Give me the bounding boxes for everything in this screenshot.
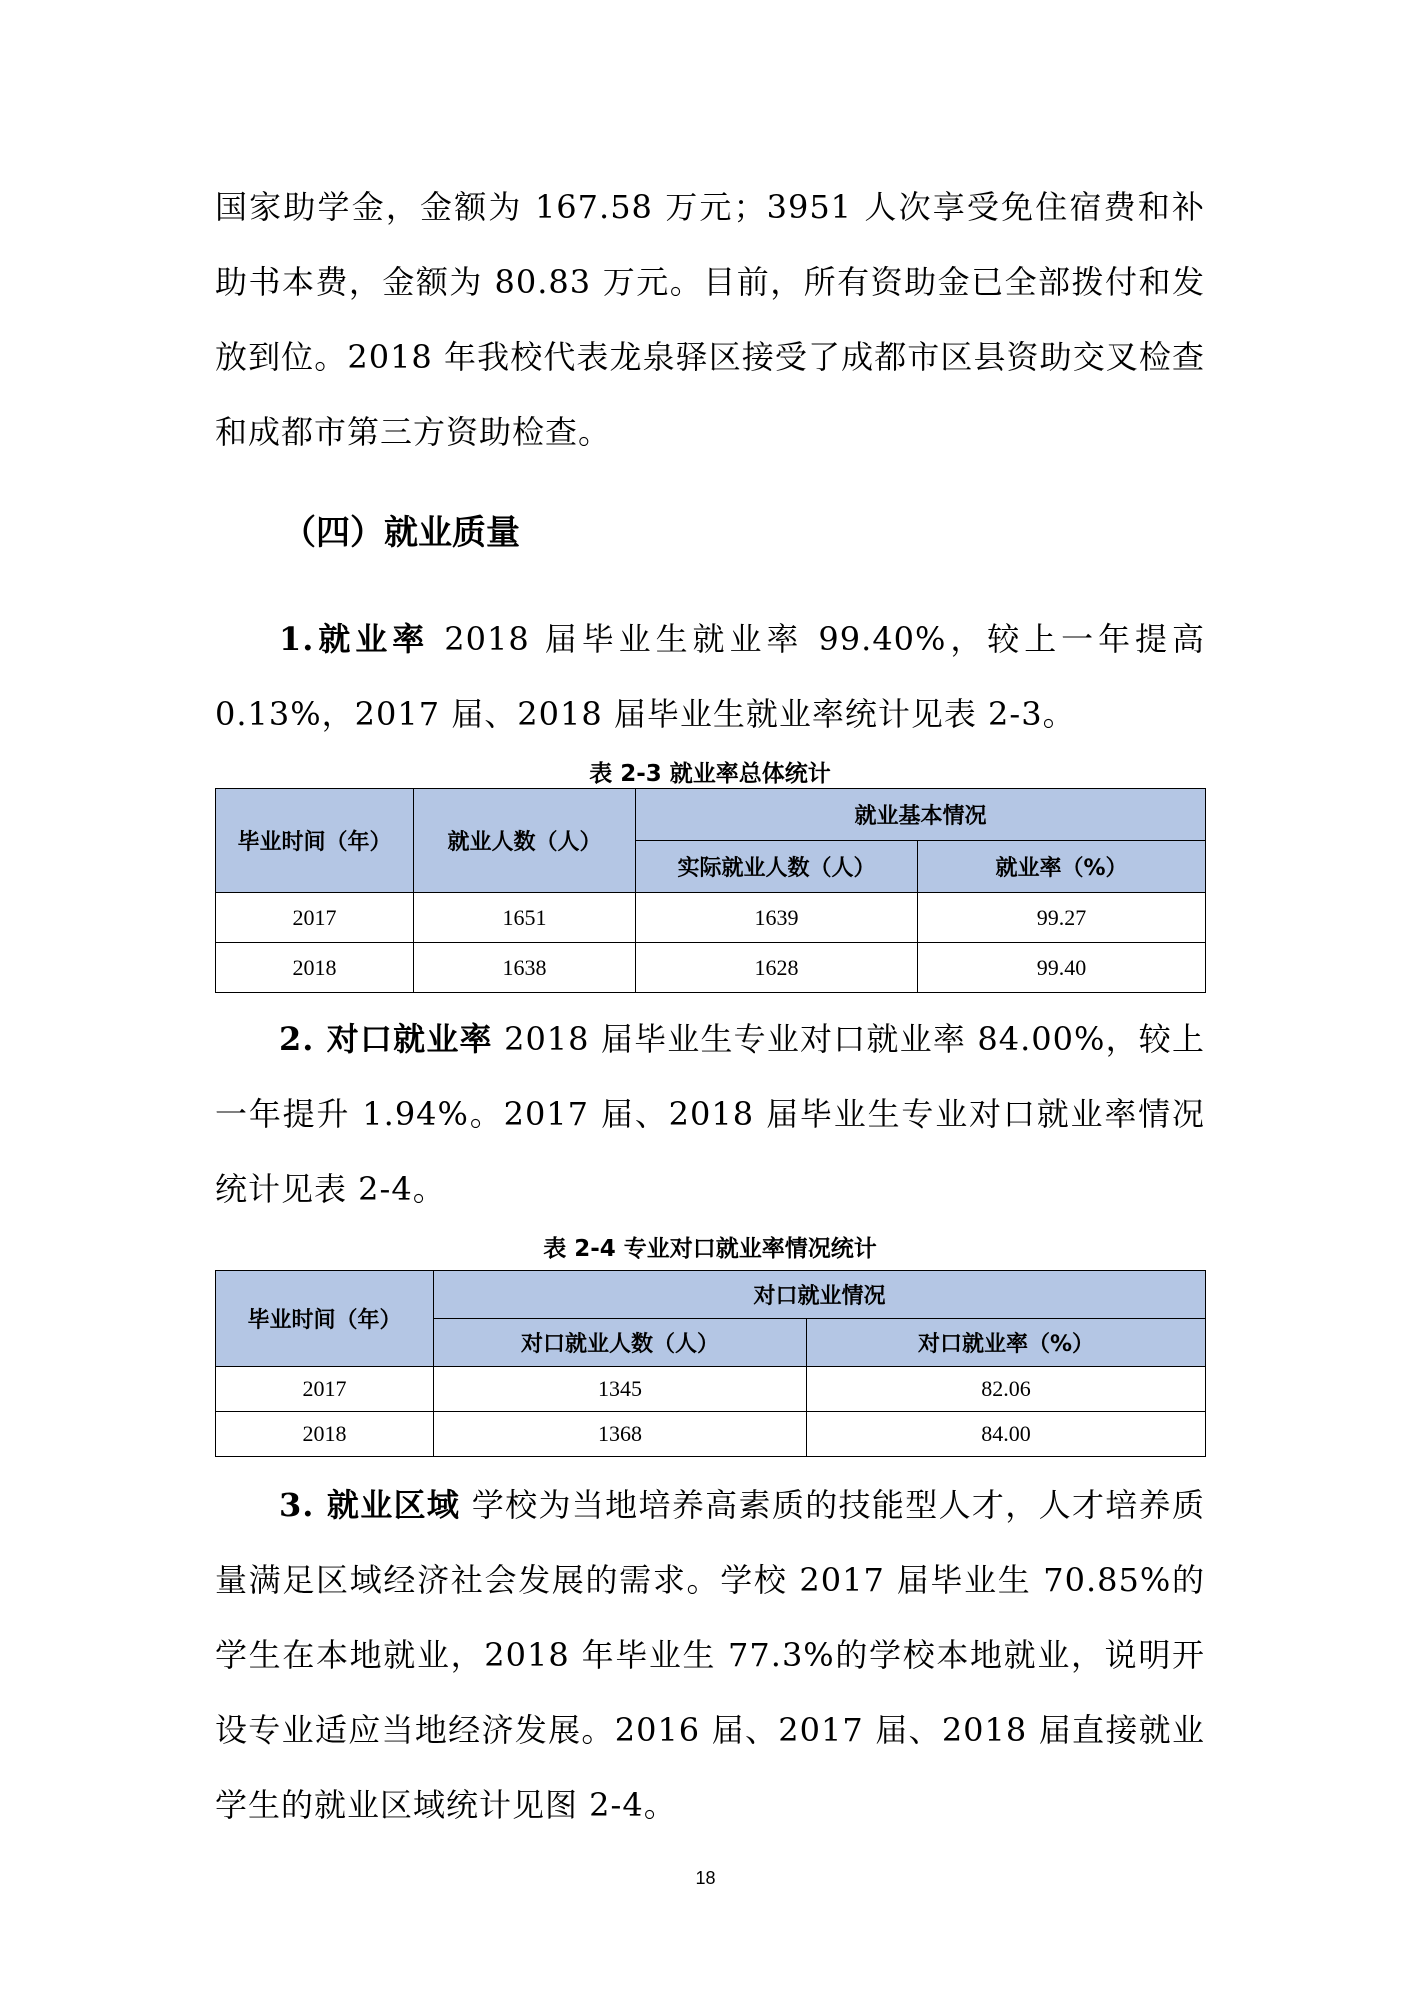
paragraph-employment-region-body: 学校为当地培养高素质的技能型人才，人才培养质量满足区域经济社会发展的需求。学校 2017 届毕业生 70.85%的学生在本地就业，2018 年毕业生 77.3%的学校本地就业，说明开设专业适应当地经济发展。2016 届、2017 届、2018 届直接就业学生的就业区域统计见图 2-4。: [215, 1486, 1205, 1824]
table1-cell-actual: 1628: [636, 943, 918, 993]
table2-header-count: 对口就业人数（人）: [434, 1319, 807, 1367]
table2-cell-count: 1368: [434, 1412, 807, 1457]
table1-header-group: 就业基本情况: [636, 789, 1206, 841]
table2-header-group: 对口就业情况: [434, 1271, 1206, 1319]
table-matched-employment: [215, 1270, 1206, 1457]
table1-header-rate: 就业率（%）: [918, 841, 1206, 893]
table2-cell-count: 1345: [434, 1367, 807, 1412]
table-row: [216, 1412, 1206, 1457]
paragraph-employment-rate-body: 2018 届毕业生就业率 99.40%，较上一年提高 0.13%，2017 届、2018 届毕业生就业率统计见表 2-3。: [215, 620, 1205, 733]
paragraph-employment-region: [215, 1468, 1205, 1843]
table1-cell-actual: 1639: [636, 893, 918, 943]
table2-cell-year: 2018: [216, 1412, 434, 1457]
table-row: [216, 943, 1206, 993]
table1-header-actual: 实际就业人数（人）: [636, 841, 918, 893]
paragraph-employment-rate-title: 1.就业率: [279, 620, 430, 658]
table-row: [216, 1367, 1206, 1412]
table2-caption: 表 2-4 专业对口就业率情况统计: [543, 1236, 877, 1262]
table2-header-year: 毕业时间（年）: [216, 1271, 434, 1367]
table1-cell-rate: 99.40: [918, 943, 1206, 993]
table1-caption: 表 2-3 就业率总体统计: [589, 761, 831, 787]
paragraph-employment-rate: [215, 602, 1205, 752]
table1-cell-count: 1638: [414, 943, 636, 993]
table2-cell-rate: 82.06: [807, 1367, 1206, 1412]
section-heading: （四）就业质量: [282, 513, 520, 553]
paragraph-matched-employment: [215, 1002, 1205, 1227]
table-row: [216, 893, 1206, 943]
paragraph-matched-employment-title: 2. 对口就业率: [279, 1020, 493, 1058]
table2-cell-year: 2017: [216, 1367, 434, 1412]
table-employment-rate: [215, 788, 1206, 993]
paragraph-funding: 国家助学金，金额为 167.58 万元；3951 人次享受免住宿费和补助书本费，金额为 80.83 万元。目前，所有资助金已全部拨付和发放到位。2018 年我校代表龙泉驿区接受了成都市区县资助交叉检查和成都市第三方资助检查。: [215, 188, 1205, 451]
table1-cell-year: 2018: [216, 943, 414, 993]
table1-cell-count: 1651: [414, 893, 636, 943]
table2-header-rate: 对口就业率（%）: [807, 1319, 1206, 1367]
paragraph-employment-region-title: 3. 就业区域: [279, 1486, 461, 1524]
table1-cell-rate: 99.27: [918, 893, 1206, 943]
table1-header-count: 就业人数（人）: [414, 789, 636, 893]
table1-cell-year: 2017: [216, 893, 414, 943]
table1-header-year: 毕业时间（年）: [216, 789, 414, 893]
paragraph-matched-employment-body: 2018 届毕业生专业对口就业率 84.00%，较上一年提升 1.94%。2017 届、2018 届毕业生专业对口就业率情况统计见表 2-4。: [215, 1020, 1205, 1208]
page-number: 18: [695, 1868, 716, 1888]
table2-cell-rate: 84.00: [807, 1412, 1206, 1457]
